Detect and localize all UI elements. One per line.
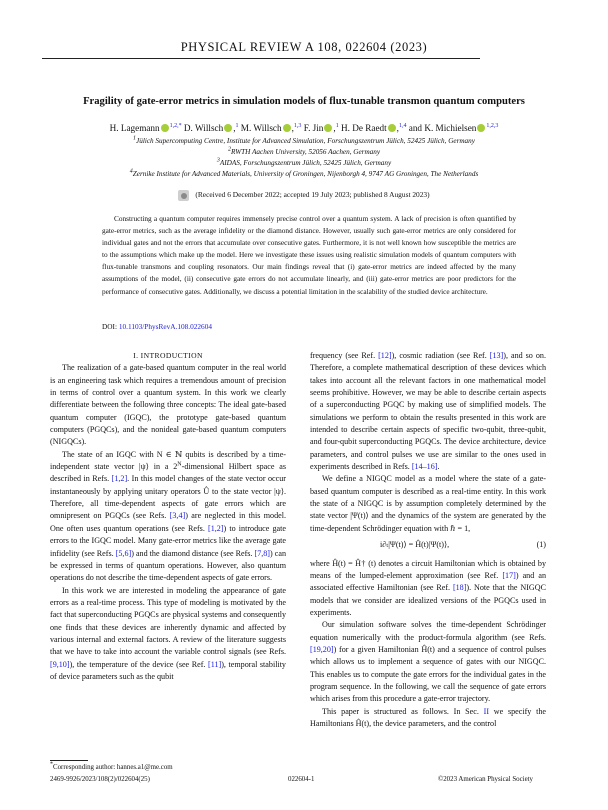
citation-link[interactable]: [1,2] — [111, 474, 128, 484]
paragraph: We define a NIGQC model as a model where the state of a gate-based quantum computer is described as a real-time entity. In this work the state of a NIGQC is by assumption completely determined by the state vector |Ψ(t)⟩ and the dynamics of the system are generated by the time-dependent Schrödinger equation with ℏ = 1, — [310, 474, 546, 533]
footer-issn: 2469-9926/2023/108(2)/022604(25) — [50, 776, 150, 783]
paragraph: where Ĥ(t) = Ĥ† (t) denotes a circuit Hamiltonian which is obtained by means of the lumped-element approximation (see Ref. [17]) and an associated effective Hamiltonian (see Ref. [18]). Note that the NIGQC models that we consider are idealized versions of the PGQCs used in experiments. — [310, 558, 546, 617]
author-affil[interactable]: 1,2,* — [169, 122, 182, 129]
author-name[interactable]: H. Lagemann — [109, 123, 160, 133]
paragraph: This paper is structured as follows. In Sec. II we specify the Hamiltonians Ĥ(t), the device parameters, and the control — [310, 706, 546, 728]
section-heading: I. INTRODUCTION — [133, 351, 203, 360]
citation-link[interactable]: [19,20] — [310, 644, 334, 654]
affiliation-number: 3 — [216, 157, 220, 164]
footnote-mark: * — [50, 761, 53, 768]
citation-link[interactable]: [14–16] — [411, 462, 438, 472]
paragraph: frequency (see Ref. [12]), cosmic radiation (see Ref. [13]), and so on. Therefore, a complete mathematical description of these devices which takes into account all the relevant factors in one mathematical model seems prohibitive. However, we may be able to describe certain aspects of a superconducting PGQC by making use of simplified models. The simulations we perform to obtain the results presented in this work are intended to describe certain aspects of specific two-qubit, three-qubit, and four-qubit superconducting PGQCs. The device architecture, device parameters, and control pulses we use are similar to the ones used in experiments described in Refs. [14–16]. — [310, 351, 546, 472]
header-rule — [42, 58, 480, 59]
orcid-icon[interactable] — [477, 124, 485, 132]
citation-link[interactable]: [12] — [378, 351, 392, 360]
affiliation — [0, 137, 608, 145]
affiliation-text: AIDAS, Forschungszentrum Jülich, 52425 Jülich, Germany — [219, 159, 392, 167]
footnote — [50, 761, 173, 771]
paper-title: Fragility of gate-error metrics in simulation models of flux-tunable transmon quantum computers — [83, 96, 525, 107]
author-name[interactable]: M. Willsch — [240, 123, 282, 133]
doi-label: DOI: — [102, 322, 117, 331]
received-dates — [0, 190, 608, 201]
citation-link[interactable]: [1,2] — [208, 523, 224, 533]
orcid-icon[interactable] — [224, 124, 232, 132]
citation-link[interactable]: [7,8] — [254, 548, 271, 558]
footer-copyright: ©2023 American Physical Society — [438, 776, 533, 783]
left-column — [50, 350, 286, 683]
author-affil[interactable]: 1 — [235, 122, 239, 129]
paragraph: The realization of a gate-based quantum computer in the real world is an engineering task which requires a tremendous amount of precision in terms of control over a quantum system. In this work we clearly differentiate between the following three concepts: The ideal gate-based quantum computer (IGQC), the prototype gate-based quantum computers (PGQCs), and the nonideal gate-based quantum computers (NIGQCs). — [50, 363, 286, 447]
affiliation — [0, 159, 608, 167]
crossmark-icon[interactable] — [178, 190, 189, 201]
orcid-icon[interactable] — [388, 124, 396, 132]
affiliation-number: 4 — [129, 168, 133, 175]
affiliation-text: Jülich Supercomputing Centre, Institute for Advanced Simulation, Forschungszentrum Jülich, 52425 Jülich, Germany — [136, 137, 475, 145]
orcid-icon[interactable] — [161, 124, 169, 132]
citation-link[interactable]: [11] — [208, 659, 222, 669]
doi-link[interactable]: 10.1103/PhysRevA.108.022604 — [118, 322, 213, 331]
orcid-icon[interactable] — [283, 124, 291, 132]
authors-and: and — [408, 123, 423, 133]
author-affil[interactable]: 1,4 — [398, 122, 407, 129]
equation-number: (1) — [536, 540, 546, 550]
paragraph: Our simulation software solves the time-dependent Schrödinger equation numerically with the product-formula algorithm (see Refs. [19,20]) for a given Hamiltonian Ĥ(t) and a sequence of control pulses which allows us to implement a sequence of gates with our NIGQC. This enables us to compute the gate errors for the individual gates in the program sequence. In the following, we call the sequence of gate errors which arises from this procedure a gate-error trajectory. — [310, 620, 546, 704]
citation-link[interactable]: [3,4] — [169, 511, 186, 521]
footnote-text: Corresponding author: hannes.a1@me.com — [53, 764, 173, 771]
equation-1 — [310, 535, 546, 557]
author-affil[interactable]: 1 — [335, 122, 339, 129]
journal-header: PHYSICAL REVIEW A 108, 022604 (2023) — [180, 40, 428, 54]
paragraph: The state of an IGQC with N ∈ ℕ qubits is described by a time-independent state vector |ψ⟩ in a $2^N$-dimensional Hilbert space as described in Refs. [1,2]. In this model changes of the state vector occur instantaneously by applying unitary operators Û to the state vector |ψ⟩. Therefore, all time-dependent aspects of gate errors which are omnipresent on PGQCs (see Refs. [3,4]) are neglected in this model. One often uses quantum operations (see Refs. [1,2]) to introduce gate errors to the IGQC model. Many gate-error metrics like the average gate infidelity (see Refs. [5,6]) and the diamond distance (see Refs. [7,8]) can be expressed in terms of quantum operations. However, also quantum operations do not describe the time-dependent aspects of gate errors. — [50, 449, 286, 583]
right-column — [310, 350, 546, 730]
abstract: Constructing a quantum computer requires immensely precise control over a quantum system. A lack of precision is often quantified by gate-error metrics, such as the average infidelity or the diamond distance. However, usually such gate-error metrics are only considered for individual gates and not the errors that accumulate over consecutive gates. Furthermore, it is not well known how susceptible the metrics are to the assumptions which make up the model. Here we investigate these issues using realistic simulation models of quantum computers with flux-tunable transmons and coupling resonators. Our main findings reveal that (i) gate-error metrics are indeed affected by the many assumptions of the model, (ii) consecutive gate errors do not accumulate linearly, and (iii) gate-error metrics are poor predictors for the performance of consecutive gates. Additionally, we discuss a potential limitation in the scalability of the studied device architecture. — [102, 214, 516, 296]
affiliation-text: Zernike Institute for Advanced Materials, University of Groningen, Nijenborgh 4, 9747 AG Groningen, The Netherlands — [132, 170, 479, 178]
author-name[interactable]: K. Michielsen — [424, 123, 477, 133]
paragraph: In this work we are interested in modeling the appearance of gate errors as a real-time process. This type of modeling is motivated by the fact that superconducting PGQCs are physical systems and consequently one finds that these devices are inherently dynamic and affected by various internal and external factors. A review of the literature suggests that we have to take into account the variable control signals (see Refs. [9,10]), the temperature of the device (see Ref. [11]), temporal stability of device parameters such as the qubit — [50, 585, 286, 681]
footnote-rule — [50, 760, 88, 761]
section-link[interactable]: II — [483, 706, 490, 716]
equation: i∂ₜ|Ψ(t)⟩ = Ĥ(t)|Ψ(t)⟩, — [380, 540, 450, 550]
author-name[interactable]: F. Jin — [303, 123, 324, 133]
affiliation-text: RWTH Aachen University, 52056 Aachen, Germany — [230, 148, 381, 156]
affiliation — [0, 148, 608, 156]
citation-link[interactable]: [5,6] — [115, 548, 132, 558]
author-name[interactable]: D. Willsch — [183, 123, 224, 133]
citation-link[interactable]: [9,10] — [50, 659, 70, 669]
author-list: H. Lagemann $^{1,2,*}$ D. Willsch ,$^1$ M. Willsch ,$^{1,3}$ F. Jin ,$^1$ H. De Raedt ,$^{1,4}$ and K. Michielsen $^{1,2,3}$ — [109, 122, 499, 133]
author-affil[interactable]: 1,3 — [293, 122, 302, 129]
footer-page-number: 022604-1 — [288, 776, 315, 783]
affiliation-number: 1 — [133, 135, 137, 142]
doi — [102, 322, 212, 331]
affiliation-number: 2 — [227, 146, 231, 153]
affiliation — [0, 170, 608, 178]
citation-link[interactable]: [18] — [452, 583, 467, 593]
orcid-icon[interactable] — [324, 124, 332, 132]
received-text: (Received 6 December 2022; accepted 19 July 2023; published 8 August 2023) — [195, 190, 430, 200]
citation-link[interactable]: [17] — [502, 570, 516, 580]
citation-link[interactable]: [13] — [489, 351, 504, 360]
author-affil[interactable]: 1,2,3 — [486, 122, 499, 129]
author-name[interactable]: H. De Raedt — [341, 123, 387, 133]
